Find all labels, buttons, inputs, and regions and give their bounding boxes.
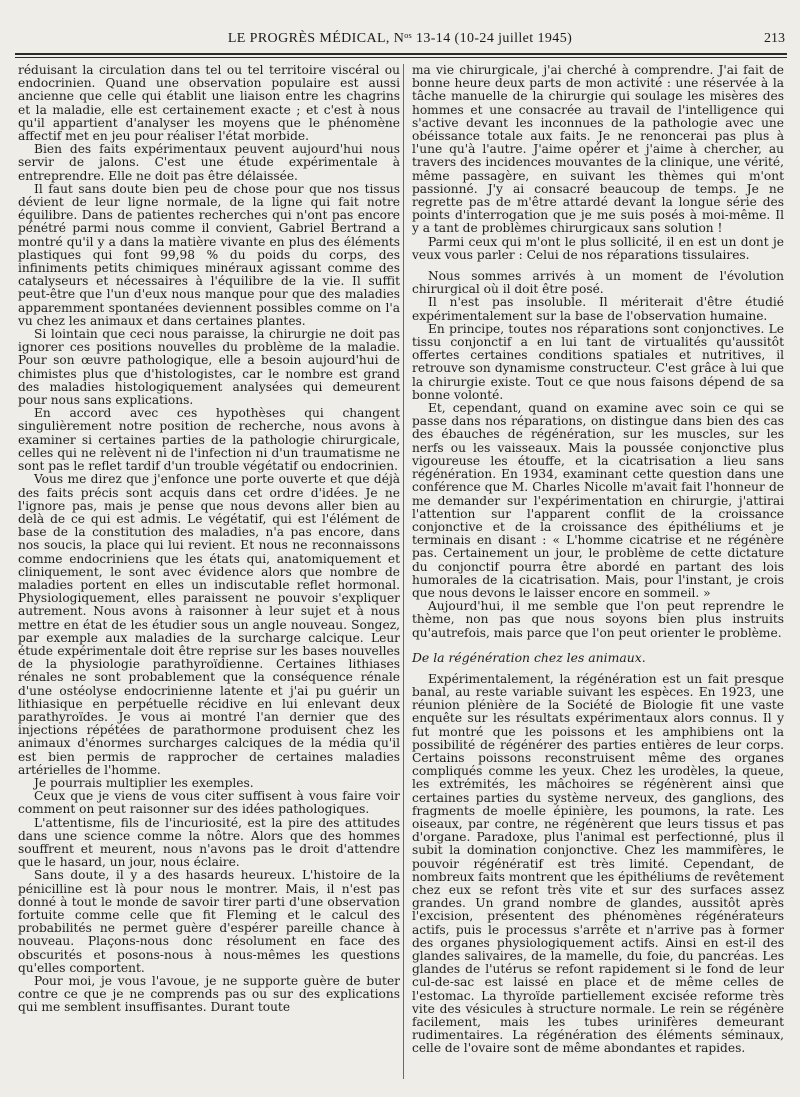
paragraph: En accord avec ces hypothèses qui changent singulièrement notre position de recherche, nous avons à examiner si certaines parties de la pathologie chirurgicale, celles qui ne relèvent ni de l'infection ni d'un traumatisme ne sont pas le reflet tardif d'un trouble végétatif ou endocrinien. <box>18 406 400 474</box>
right-column <box>412 64 784 1056</box>
section-heading: De la régénération chez les animaux. <box>412 649 646 665</box>
page-number: 213 <box>764 31 785 46</box>
paragraph: L'attentisme, fils de l'incuriosité, est la pire des attitudes dans une science comme la nôtre. Alors que des hommes souffrent et meurent, nous n'avons pas le droit d'attendre que le hasard, un jour, nous éclaire. <box>18 815 400 870</box>
paragraph: Expérimentalement, la régénération est un fait presque banal, au reste variable suivant les espèces. En 1923, une réunion plénière de la Société de Biologie fit une vaste enquête sur les résultats expérimentaux alors connus. Il y fut montré que les poissons et les amphibiens ont la possibilité de régénérer des parties entières de leur corps. Certains poissons reconstruisent même des organes compliqués comme les yeux. Chez les urodèles, la queue, les extrémités, les mâchoires se régénèrent ainsi que certaines parties du système nerveux, des ganglions, des fragments de moelle épinière, les poumons, la rate. Les oiseaux, par contre, ne régénèrent que leurs tissus et pas d'organe. Paradoxe, plus l'animal est perfectionné, plus il subit la domination conjonctive. Chez les mammifères, le pouvoir régénératif est très limité. Cependant, de nombreux faits montrent que les épithéliums de revêtement chez eux se refont très vite et sur des surfaces assez grandes. Un grand nombre de glandes, aussitôt après l'excision, présentent des phénomènes régénérateurs actifs, puis le processus s'arrête et n'arrive pas à former des organes physiologiquement actifs. Ainsi en est-il des glandes salivaires, de la mamelle, du foie, du pancréas. Les glandes de l'utérus se refont rapidement si le fond de leur cul-de-sac est laissé en place et de même celles de l'estomac. La thyroïde partiellement excisée reforme très vite des vésicules à structure normale. Le rein se régénère facilement, mais les tubes urinifères demeurant rudimentaires. La régénération des éléments séminaux, celle de l'ovaire sont de même abondantes et rapides. <box>412 671 785 1056</box>
paragraph: En principe, toutes nos réparations sont conjonctives. Le tissu conjonctif a en lui tant de virtualités qu'aussitôt offertes certaines conditions spatiales et nutritives, il retrouve son dynamisme constructeur. C'est grâce à lui que la chirurgie existe. Tout ce que nous faisons dépend de sa bonne volonté. <box>412 321 784 402</box>
paragraph: Pour moi, je vous l'avoue, je ne supporte guère de buter contre ce que je ne comprends pas ou sur des explications qui me semblent insuffisantes. Durant toute <box>18 974 400 1015</box>
paragraph: Aujourd'hui, il me semble que l'on peut reprendre le thème, non pas que nous soyons bien plus instruits qu'autrefois, mais parce que l'on peut orienter le problème. <box>412 599 784 640</box>
paragraph: Parmi ceux qui m'ont le plus sollicité, il en est un dont je veux vous parler : Celui de nos réparations tissulaires. <box>412 234 784 262</box>
paragraph: Il n'est pas insoluble. Il mériterait d'être étudié expérimentalement sur la base de l'observation humaine. <box>412 295 784 323</box>
running-header <box>15 31 785 53</box>
paragraph: Vous me direz que j'enfonce une porte ouverte et que déjà des faits précis sont acquis dans cet ordre d'idées. Je ne l'ignore pas, mais je pense que nous devons aller bien au delà de ce qui est admis. Le végétatif, qui est l'élément de base de la constitution des maladies, n'a pas encore, dans nos soucis, la place qui lui revient. Et nous ne reconnaissons comme endocriniens que les états qui, anatomiquement et cliniquement, le sont avec évidence alors que nombre de maladies portent en elles un indiscutable reflet hormonal. Physiologiquement, elles paraissent ne pouvoir s'expliquer autrement. Nous avons à raisonner à leur sujet et à nous mettre en état de les étudier sous un angle nouveau. Songez, par exemple aux maladies de la surcharge calcique. Leur étude expérimentale doit être reprise sur les bases nouvelles de la physiologie parathyroïdienne. Certaines lithiases rénales ne sont probablement que la conséquence rénale d'une ostéolyse endocrinienne latente et j'ai pu guérir un lithiasique en perpétuelle récidive en lui enlevant deux parathyroïdes. Je vous ai montré l'an dernier que des injections répétées de parathormone produisent chez les animaux d'énormes surcharges calciques de la média qu'il est bien permis de rapprocher de certaines maladies artérielles de l'homme. <box>18 472 400 777</box>
header-rule-thin <box>15 57 787 58</box>
paragraph: Et, cependant, quand on examine avec soin ce qui se passe dans nos réparations, on distingue dans bien des cas des ébauches de régénération, sur les muscles, sur les nerfs ou les vaisseaux. Mais la poussée conjonctive plus vigoureuse les étouffe, et la cicatrisation a lieu sans régénération. En 1934, examinant cette question dans une conférence que M. Charles Nicolle m'avait fait l'honneur de me demander sur l'expérimentation en chirurgie, j'attirai l'attention sur l'apparent conflit de la croissance conjonctive et de la croissance des épithéliums et je terminais en disant : « L'homme cicatrise et ne régénère pas. Certainement un jour, le problème de cette dictature du conjonctif pourra être abordé en partant des lois humorales de la cicatrisation. Mais, pour l'instant, je crois que nous devons le laisser encore en sommeil. » <box>412 401 784 600</box>
paragraph: réduisant la circulation dans tel ou tel territoire viscéral ou endocrinien. Quand une observation populaire est aussi ancienne que celle qui établit une liaison entre les chagrins et la maladie, elle est certainement exacte ; et c'est à nous qu'il appartient d'analyser les moyens que le phénomène affectif met en jeu pour réaliser l'état morbide. <box>18 63 400 144</box>
paragraph: Je pourrais multiplier les exemples. <box>34 775 254 790</box>
running-title: LE PROGRÈS MÉDICAL, Nᵒˢ 13-14 (10-24 juillet 1945) <box>227 31 573 46</box>
paragraph: Il faut sans doute bien peu de chose pour que nos tissus dévient de leur ligne normale, de la ligne qui fait notre équilibre. Dans de patientes recherches qui n'ont pas encore pénétré parmi nous comme il convient, Gabriel Bertrand a montré qu'il y a dans la matière vivante en plus des éléments plastiques qui font 99,98 % du poids du corps, des infiniments petits chimiques minéraux agissant comme des catalyseurs et nécessaires à l'équilibre de la vie. Il suffit peut-être que l'un d'eux nous manque pour que des maladies apparemment spontanées deviennent possibles comme on l'a vu chez les animaux et dans certaines plantes. <box>18 181 400 328</box>
left-column <box>18 64 400 1015</box>
column-divider <box>403 64 404 1079</box>
paragraph: Nous sommes arrivés à un moment de l'évolution chirurgical où il doit être posé. <box>412 269 784 297</box>
paragraph: ma vie chirurgicale, j'ai cherché à comprendre. J'ai fait de bonne heure deux parts de mon activité : une réservée à la tâche manuelle de la chirurgie qui soulage les misères des hommes et une consacrée au travail de l'intelligence qui s'active devant les inconnues de la pathologie avec une obéissance totale aux faits. Je ne renoncerai pas plus à l'une qu'à l'autre. J'aime opérer et j'aime à chercher, au travers des incidences mouvantes de la clinique, une vérité, même passagère, en suivant les thèmes qui m'ont passionné. J'y ai consacré beaucoup de temps. Je ne regrette pas de m'être attardé devant la longue série des points d'interrogation que je me suis posés à moi-même. Il y a tant de problèmes chirurgicaux sans solution ! <box>412 63 784 236</box>
header-rule <box>15 53 787 55</box>
paragraph: Bien des faits expérimentaux peuvent aujourd'hui nous servir de jalons. C'est une étude expérimentale à entreprendre. Elle ne doit pas être délaissée. <box>18 142 400 183</box>
paragraph: Sans doute, il y a des hasards heureux. L'histoire de la pénicilline est là pour nous le montrer. Mais, il n'est pas donné à tout le monde de savoir tirer parti d'une observation fortuite comme celle que fit Fleming et le calcul des probabilités ne permet guère d'espérer pareille chance à nouveau. Plaçons-nous donc résolument en face des obscurités et posons-nous à nous-mêmes les questions qu'elles comportent. <box>18 868 400 975</box>
paragraph: Si lointain que ceci nous paraisse, la chirurgie ne doit pas ignorer ces positions nouvelles du problème de la maladie. Pour son œuvre pathologique, elle a besoin aujourd'hui de chimistes plus que d'histologistes, car le nombre est grand des maladies histologiquement analysées qui demeurent pour nous sans explications. <box>18 327 400 408</box>
paragraph: Ceux que je viens de vous citer suffisent à vous faire voir comment on peut raisonner sur des idées pathologiques. <box>18 789 400 817</box>
